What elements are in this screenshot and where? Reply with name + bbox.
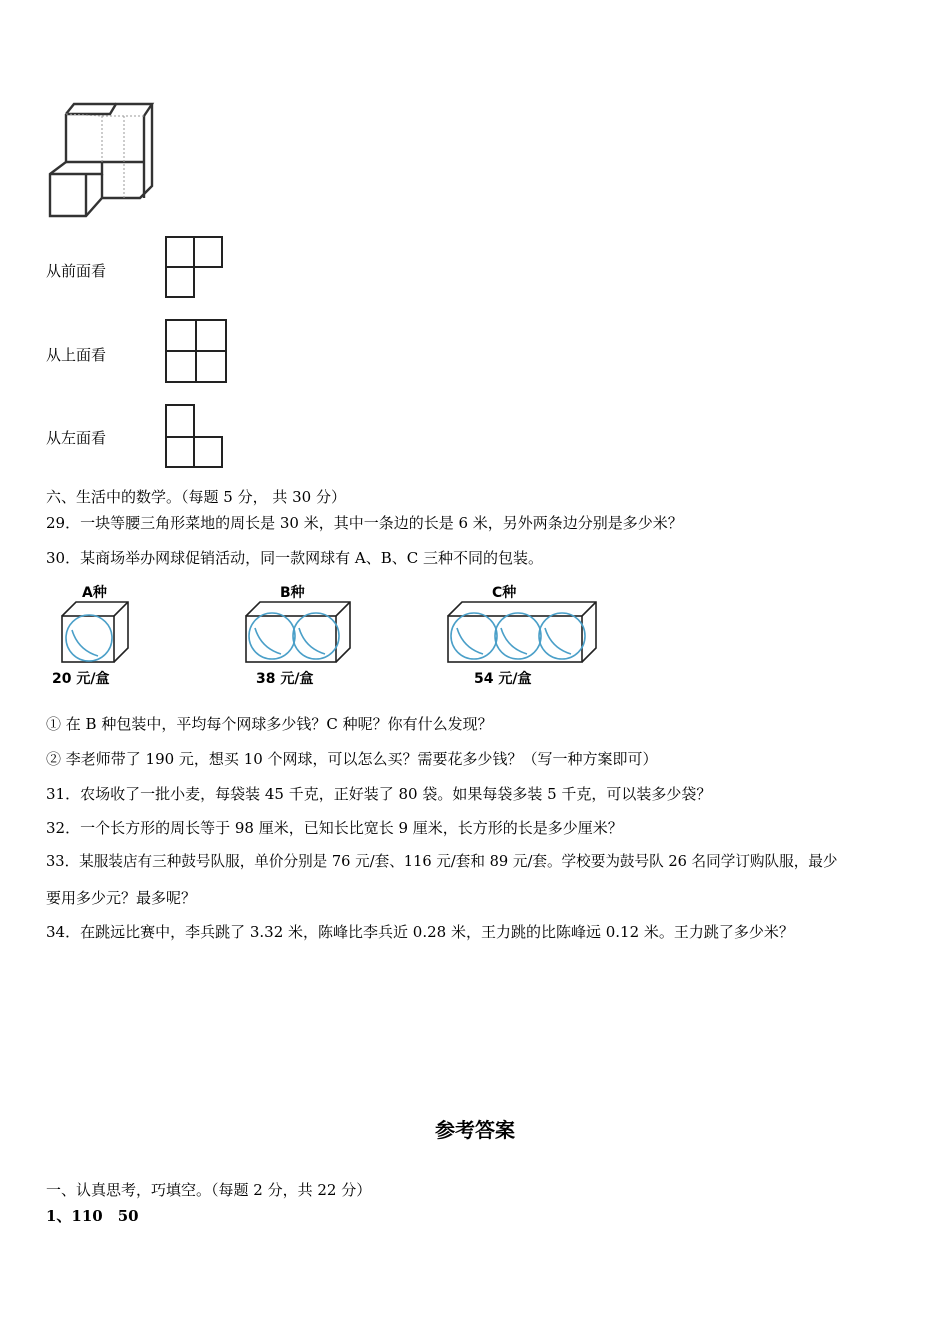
package-c-box: [446, 600, 598, 666]
section-6-heading: 六、生活中的数学。（每题 5 分， 共 30 分）: [46, 488, 346, 506]
front-view-label: 从前面看: [46, 262, 107, 280]
answer-key-title: 参考答案: [435, 1118, 515, 1142]
question-30: 30．某商场举办网球促销活动，同一款网球有 A、B、C 三种不同的包装。: [46, 549, 543, 567]
question-33-line-1: 33．某服装店有三种鼓号队服，单价分别是 76 元/套、116 元/套和 89 元/套。学校要为鼓号队 26 名同学订购队服，最少: [46, 853, 838, 870]
answer-1: 1、110 50: [46, 1207, 139, 1225]
left-view-label: 从左面看: [46, 429, 107, 447]
question-31: 31．农场收了一批小麦，每袋装 45 千克，正好装了 80 袋。如果每袋多装 5 千克，可以装多少袋？: [46, 785, 712, 803]
question-32: 32．一个长方形的周长等于 98 厘米，已知长比宽长 9 厘米，长方形的长是多少厘米？: [46, 819, 623, 837]
package-c-price: 54 元/盒: [474, 671, 532, 687]
tennis-ball: [293, 613, 339, 659]
package-b-price: 38 元/盒: [256, 671, 314, 687]
question-29: 29．一块等腰三角形菜地的周长是 30 米，其中一条边的长是 6 米，另外两条边分别是多少米？: [46, 514, 683, 532]
top-view-label: 从上面看: [46, 346, 107, 364]
question-30-part-1: ① 在 B 种包装中，平均每个网球多少钱？C 种呢？你有什么发现？: [46, 715, 493, 733]
package-a-price: 20 元/盒: [52, 671, 110, 687]
tennis-ball: [495, 613, 541, 659]
left-view-drawing: [164, 403, 224, 469]
top-view-drawing: [164, 318, 228, 384]
tennis-ball: [451, 613, 497, 659]
question-34: 34．在跳远比赛中，李兵跳了 3.32 米，陈峰比李兵近 0.28 米，王力跳的比陈峰远 0.12 米。王力跳了多少米？: [46, 923, 794, 941]
package-b-box: [244, 600, 352, 666]
package-a-label: A种: [82, 585, 107, 601]
tennis-ball: [249, 613, 295, 659]
question-33-line-2: 要用多少元？最多呢？: [46, 889, 197, 907]
tennis-ball: [539, 613, 585, 659]
front-view-drawing: [164, 235, 224, 299]
question-30-part-2: ② 李老师带了 190 元，想买 10 个网球，可以怎么买？需要花多少钱？（写一种方案即可）: [46, 750, 658, 768]
package-c-label: C种: [492, 585, 517, 601]
package-a-box: [60, 600, 130, 666]
answer-section-1-heading: 一、认真思考，巧填空。（每题 2 分，共 22 分）: [46, 1181, 372, 1199]
package-b-label: B种: [280, 585, 305, 601]
tennis-ball: [66, 615, 112, 661]
cube-stack-figure: [46, 100, 158, 220]
